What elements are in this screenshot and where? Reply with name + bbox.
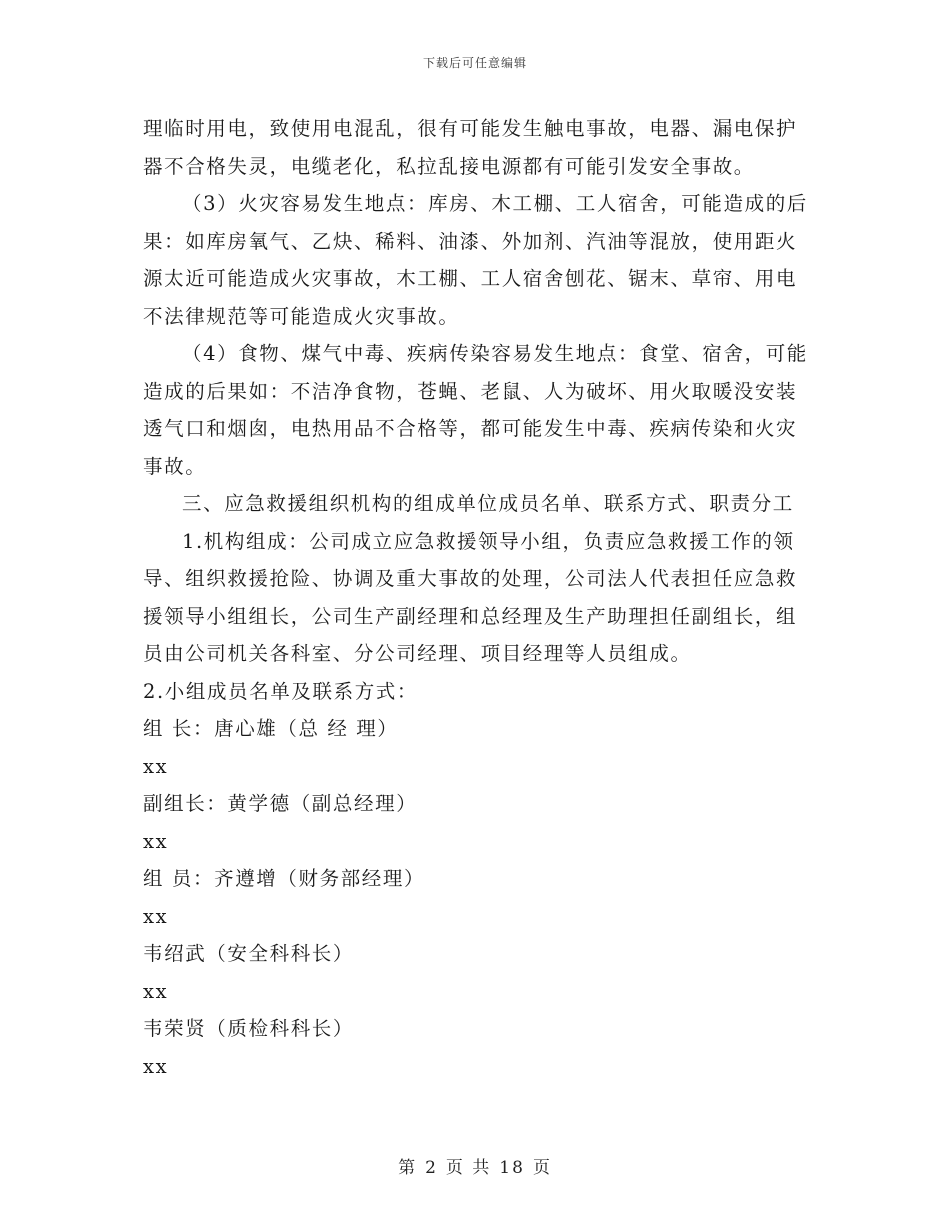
member-line: 组 长：唐心雄（总 经 理） — [143, 717, 399, 740]
member-contact: xx — [143, 754, 169, 778]
page-footer — [0, 1153, 950, 1178]
paragraph-organization-structure: 1.机构组成：公司成立应急救援领导小组，负责应急救援工作的领导、组织救援抢险、协调及重大事故的处理，公司法人代表担任应急救援领导小组组长，公司生产副经理和总经理及生产助理担任副组长，组员由公司机关各科室、分公司经理、项目经理等人员组成。 — [143, 529, 798, 665]
footer-total-pages: 18 — [499, 1158, 525, 1178]
member-line: 韦绍武（安全科科长） — [143, 942, 355, 965]
paragraph-fire-hazard: （3）火灾容易发生地点：库房、木工棚、工人宿舍，可能造成的后果：如库房氧气、乙炔、稀料、油漆、外加剂、汽油等混放，使用距火源太近可能造成火灾事故，木工棚、工人宿舍刨花、锯末、草帘、用电不法律规范等可能造成火灾事故。 — [143, 192, 808, 328]
member-contact: xx — [143, 829, 169, 853]
paragraph-poisoning-hazard: （4）食物、煤气中毒、疾病传染容易发生地点：食堂、宿舍，可能造成的后果如：不洁净食物，苍蝇、老鼠、人为破坏、用火取暖没安装透气口和烟囱，电热用品不合格等，都可能发生中毒、疾病传染和火灾事故。 — [143, 342, 808, 478]
page-header: 下载后可任意编辑 — [422, 56, 527, 70]
footer-prefix: 第 — [398, 1158, 418, 1178]
paragraph-member-list-heading: 2.小组成员名单及联系方式： — [143, 679, 419, 703]
document-body — [143, 110, 808, 1085]
paragraph-electric-continuation: 理临时用电，致使用电混乱，很有可能发生触电事故，电器、漏电保护器不合格失灵，电缆老化，私拉乱接电源都有可能引发安全事故。 — [143, 117, 798, 178]
member-contact: xx — [143, 979, 169, 1003]
member-line: 副组长：黄学德（副总经理） — [143, 792, 418, 815]
footer-page-number: 2 — [425, 1158, 438, 1178]
member-contact: xx — [143, 1054, 169, 1078]
member-line: 韦荣贤（质检科科长） — [143, 1017, 355, 1040]
footer-middle: 页 共 — [445, 1158, 492, 1178]
member-line: 组 员：齐遵增（财务部经理） — [143, 867, 426, 890]
member-contact: xx — [143, 904, 169, 928]
footer-suffix: 页 — [532, 1158, 552, 1178]
section-heading-organization: 三、应急救援组织机构的组成单位成员名单、联系方式、职责分工 — [182, 492, 794, 515]
